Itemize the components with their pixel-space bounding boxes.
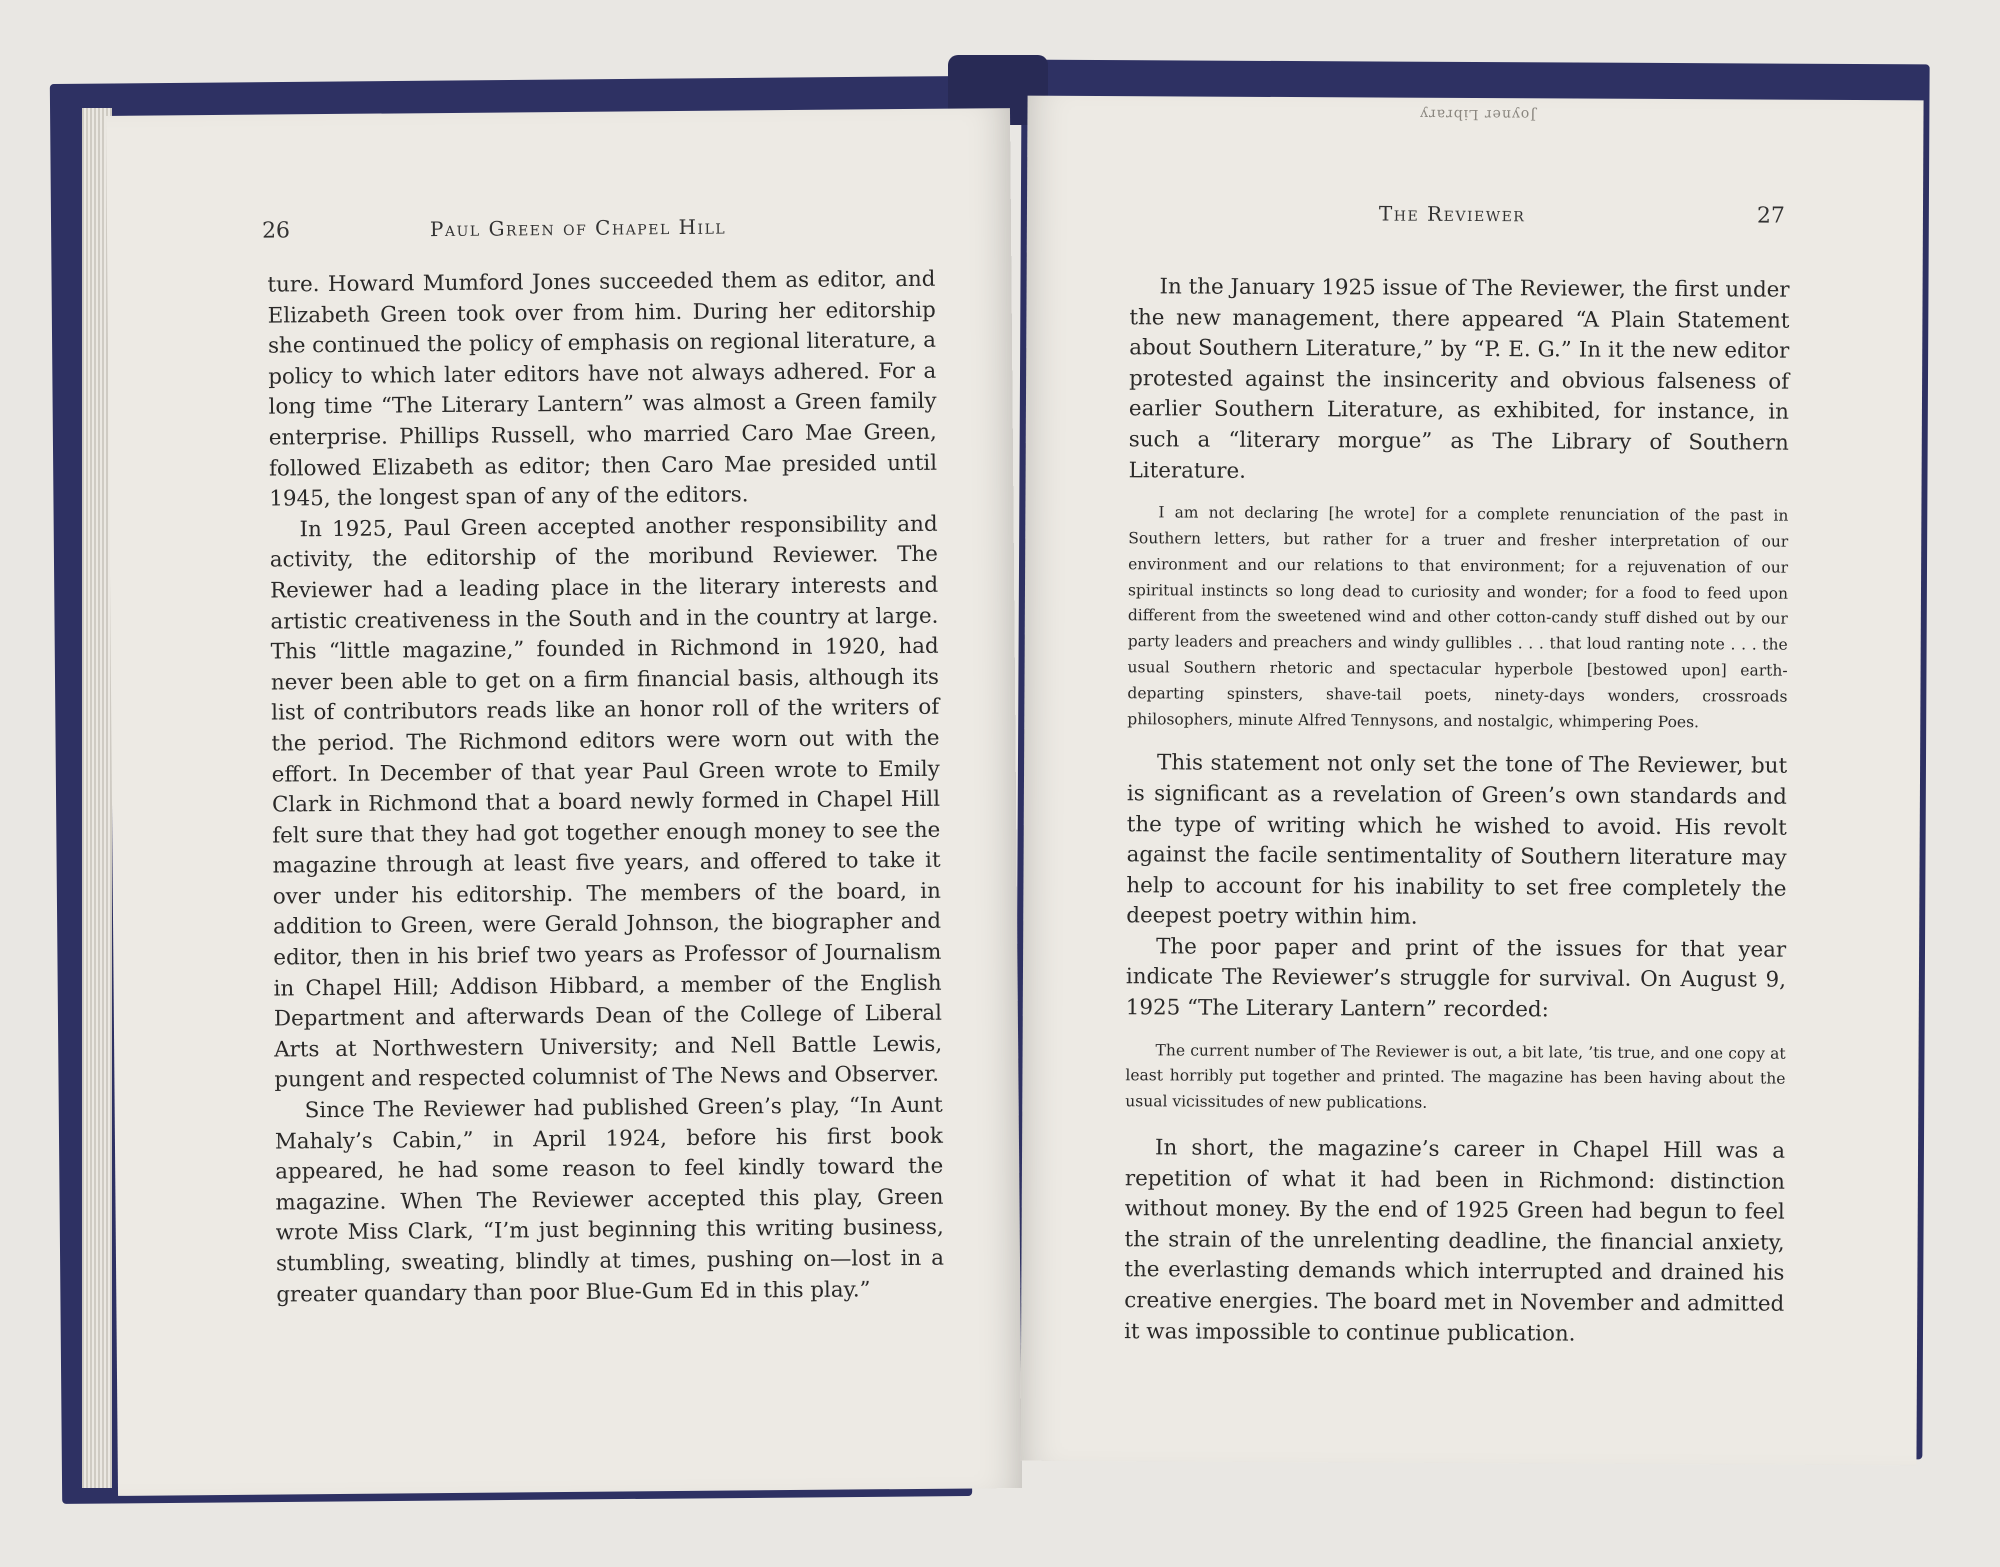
library-stamp: Joyner Library bbox=[1419, 105, 1536, 123]
page-number-right: 27 bbox=[1756, 203, 1786, 229]
left-page bbox=[106, 108, 1022, 1496]
paragraph: In short, the magazine’s career in Chapel Hill was a repetition of what it had been in Richmond: distinction without money. By the end of 1925 Green had begun to feel the strain of the unrelenting deadline, the financial anxiety, the everlasting demands which interrupted and drained his creative energies. The board met in November and admitted it was impossible to continue publication. bbox=[1124, 1135, 1786, 1347]
block-quote bbox=[1127, 500, 1788, 736]
paragraph: The poor paper and print of the issues for that year indicate The Reviewer’s struggle for survival. On August 9, 1925 “The Literary Lantern” recorded: bbox=[1125, 934, 1787, 1023]
left-page-body bbox=[267, 265, 944, 1311]
paragraph: ture. Howard Mumford Jones succeeded them as editor, and Elizabeth Green took over from him. During her editorship she continued the policy of emphasis on regional literature, a policy to which later editors have not always adhered. For a long time “The Literary Lantern” was almost a Green family enterprise. Phillips Russell, who married Caro Mae Green, followed Elizabeth as editor; then Caro Mae presided until 1945, the longest span of any of the editors. bbox=[267, 266, 938, 512]
quote-text: I am not declaring [he wrote] for a complete renunciation of the past in Southern letters, but rather for a truer and fresher interpretation of our environment and our relations to that environment; for a rejuvenation of our spiritual instincts so long dead to curiosity and wonder; for a food to feed upon different from the sweetened wind and other cotton-candy stuff dished out by our party leaders and preachers and windy gullibles . . . that loud ranting note . . . the usual Southern rhetoric and spectacular hyperbole [bestowed upon] earth-departing spinsters, shave-tail poets, ninety-days wonders, crossroads philosophers, minute Alfred Tennysons, and nostalgic, whimpering Poes. bbox=[1127, 503, 1789, 731]
page-number-left: 26 bbox=[261, 218, 291, 244]
right-page-body bbox=[1124, 272, 1790, 1351]
right-page bbox=[1020, 96, 1923, 1466]
paragraph: In the January 1925 issue of The Reviewer, the first under the new management, there appeared “A Plain Statement about Southern Literature,” by “P. E. G.” In it the new editor protested against the insincerity and obvious falseness of earlier Southern Literature, as exhibited, for instance, in such a “literary morgue” as The Library of Southern Literature. bbox=[1128, 274, 1790, 484]
running-head-right: The Reviewer bbox=[1378, 201, 1526, 227]
paragraph: Since The Reviewer had published Green’s play, “In Aunt Mahaly’s Cabin,” in April 1924, before his first book appeared, he had some reason to feel kindly toward the magazine. When The Reviewer accepted this play, Green wrote Miss Clark, “I’m just beginning this writing business, stumbling, sweating, blindly at times, pushing on—lost in a greater quandary than poor Blue-Gum Ed in this play.” bbox=[274, 1092, 945, 1308]
paragraph: In 1925, Paul Green accepted another responsibility and activity, the editorship of the moribund Reviewer. The Reviewer had a leading place in the literary interests and artistic creativeness in the South and in the country at large. This “little magazine,” founded in Richmond in 1920, had never been able to get on a firm financial basis, although its list of contributors reads like an honor roll of the writers of the period. The Richmond editors were worn out with the effort. In December of that year Paul Green wrote to Emily Clark in Richmond that a board newly formed in Chapel Hill felt sure that they had got together enough money to see the magazine through at least five years, and offered to take it over under his editorship. The members of the board, in addition to Green, were Gerald Johnson, the biographer and editor, then in his brief two years as Professor of Journalism in Chapel Hill; Addison Hibbard, a member of the English Department and afterwards Dean of the College of Liberal Arts at Northwestern University; and Nell Battle Lewis, pungent and respected columnist of The News and Observer. bbox=[269, 511, 943, 1093]
running-head-left: Paul Green of Chapel Hill bbox=[429, 214, 727, 242]
quote-text: The current number of The Reviewer is out, a bit late, ’tis true, and one copy at least horribly put together and printed. The magazine has been having about the usual vicissitudes of new publications. bbox=[1125, 1041, 1786, 1113]
block-quote bbox=[1125, 1038, 1785, 1119]
paragraph: This statement not only set the tone of The Reviewer, but is significant as a revelation of Green’s own standards and the type of writing which he wished to avoid. His revolt against the facile sentimentality of Southern literature may help to account for his inability to set free completely the deepest poetry within him. bbox=[1126, 750, 1788, 931]
